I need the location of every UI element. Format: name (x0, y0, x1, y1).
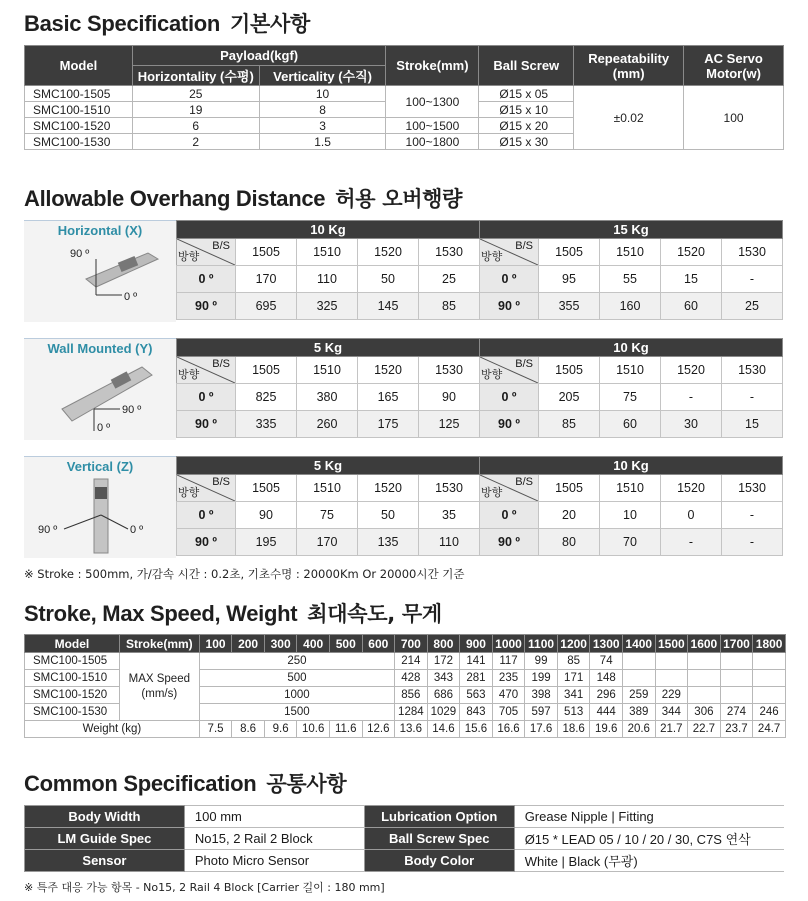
bs-direction-header (177, 475, 236, 502)
spec-key: Body Width (25, 806, 185, 828)
bs-direction-header (480, 475, 539, 502)
column-header: 1520 (661, 475, 722, 502)
spec-value: Ø15 * LEAD 05 / 10 / 20 / 30, C7S 연삭 (514, 828, 784, 850)
angle-label-b: 0 º (130, 524, 144, 536)
model-cell: SMC100-1530 (25, 134, 133, 150)
overhang-title-ko: 허용 오버행량 (335, 187, 463, 211)
speed-cell: 274 (720, 704, 753, 721)
angle-label: 90 º (177, 411, 236, 438)
payload-v-cell: 8 (259, 102, 386, 118)
speed-title (24, 598, 442, 628)
speed-cell: 85 (557, 653, 590, 670)
column-header: 1530 (722, 357, 783, 384)
table-row (177, 266, 783, 293)
model-cell: SMC100-1520 (25, 687, 120, 704)
column-header: 1510 (600, 239, 661, 266)
value-cell: 160 (600, 293, 661, 320)
column-header: 1530 (419, 475, 480, 502)
value-cell: 170 (236, 266, 297, 293)
bs-label: B/S (212, 476, 230, 488)
value-cell: 10 (600, 502, 661, 529)
header-stroke: Stroke(mm) (119, 635, 199, 653)
orientation-caption: Horizontal (X) (57, 223, 143, 238)
weight-cell: 24.7 (753, 721, 786, 738)
speed-cell: 344 (655, 704, 688, 721)
load-header-1: 5 Kg (177, 457, 480, 475)
column-header: 1510 (297, 357, 358, 384)
spec-value: Grease Nipple | Fitting (514, 806, 784, 828)
header-servo: AC Servo Motor(w) (684, 46, 784, 86)
servo-value: 100 (684, 86, 784, 150)
value-cell: - (722, 529, 783, 556)
weight-cell: 17.6 (525, 721, 558, 738)
repeatability-value: ±0.02 (574, 86, 684, 150)
ballscrew-cell: Ø15 x 05 (479, 86, 574, 102)
value-cell: 335 (236, 411, 297, 438)
model-cell: SMC100-1505 (25, 653, 120, 670)
speed-cell: 470 (492, 687, 525, 704)
payload-h-cell: 19 (132, 102, 259, 118)
value-cell: 60 (600, 411, 661, 438)
stroke-cell: 100~1300 (386, 86, 479, 118)
model-cell: SMC100-1510 (25, 102, 133, 118)
speed-table (24, 634, 786, 738)
angle-label-a: 90 º (122, 404, 142, 416)
direction-label: 방향 (178, 486, 200, 499)
direction-label: 방향 (481, 368, 503, 381)
weight-cell: 9.6 (264, 721, 297, 738)
speed-cell: 199 (525, 670, 558, 687)
basic-spec-table (24, 45, 784, 150)
bs-label: B/S (212, 240, 230, 252)
header-ballscrew: Ball Screw (479, 46, 574, 86)
column-header: 1510 (600, 475, 661, 502)
speed-cell: 281 (460, 670, 493, 687)
value-cell: 380 (297, 384, 358, 411)
header-payload: Payload(kgf) (132, 46, 386, 66)
value-cell: 35 (419, 502, 480, 529)
speed-cell (753, 687, 786, 704)
value-cell: 325 (297, 293, 358, 320)
angle-label: 90 º (480, 411, 539, 438)
value-cell: 90 (236, 502, 297, 529)
weight-cell: 12.6 (362, 721, 395, 738)
angle-label: 0 º (480, 502, 539, 529)
speed-cell: 843 (460, 704, 493, 721)
value-cell: 145 (358, 293, 419, 320)
speed-cell: 856 (395, 687, 428, 704)
stroke-column-header: 1000 (492, 635, 525, 653)
column-header: 1510 (297, 475, 358, 502)
column-header: 1505 (539, 239, 600, 266)
payload-h-cell: 6 (132, 118, 259, 134)
value-cell: - (722, 502, 783, 529)
angle-label: 90 º (177, 293, 236, 320)
speed-cell: 597 (525, 704, 558, 721)
direction-label: 방향 (481, 486, 503, 499)
actuator-illustration (24, 457, 176, 558)
value-cell: 70 (600, 529, 661, 556)
load-header-1: 5 Kg (177, 339, 480, 357)
value-cell: 205 (539, 384, 600, 411)
payload-v-cell: 10 (259, 86, 386, 102)
bs-label: B/S (515, 358, 533, 370)
angle-label: 0 º (177, 266, 236, 293)
angle-label-a: 90 º (38, 524, 58, 536)
speed-cell (688, 653, 721, 670)
speed-cell: 306 (688, 704, 721, 721)
overhang-note: ※ Stroke : 500mm, 가/감속 시간 : 0.2초, 기초수명 : 20000Km Or 20000시간 기준 (24, 567, 465, 581)
speed-cell: 214 (395, 653, 428, 670)
speed-cell (622, 670, 655, 687)
stroke-column-header: 1500 (655, 635, 688, 653)
overhang-table (176, 338, 783, 438)
angle-label-b: 0 º (124, 291, 138, 303)
column-header: 1505 (539, 475, 600, 502)
value-cell: 85 (539, 411, 600, 438)
model-cell: SMC100-1520 (25, 118, 133, 134)
value-cell: 75 (600, 384, 661, 411)
speed-title-ko: 최대속도, 무게 (307, 602, 442, 626)
bs-direction-header (480, 239, 539, 266)
weight-cell: 14.6 (427, 721, 460, 738)
column-header: 1505 (236, 357, 297, 384)
value-cell: 80 (539, 529, 600, 556)
direction-label: 방향 (178, 368, 200, 381)
stroke-column-header: 700 (395, 635, 428, 653)
payload-v-cell: 3 (259, 118, 386, 134)
stroke-cell: 100~1800 (386, 134, 479, 150)
speed-cell: 74 (590, 653, 623, 670)
basic-spec-title-ko: 기본사항 (230, 12, 310, 36)
angle-label: 90 º (177, 529, 236, 556)
load-header-2: 10 Kg (480, 457, 783, 475)
overhang-table (176, 456, 783, 556)
column-header: 1530 (419, 357, 480, 384)
table-row (25, 806, 785, 828)
stroke-column-header: 1300 (590, 635, 623, 653)
orientation-caption: Vertical (Z) (66, 459, 134, 474)
value-cell: 60 (661, 293, 722, 320)
bs-direction-header (177, 239, 236, 266)
common-title-en: Common Specification (24, 771, 257, 796)
weight-cell: 7.5 (199, 721, 232, 738)
speed-cell: 444 (590, 704, 623, 721)
weight-cell: 8.6 (232, 721, 265, 738)
bs-label: B/S (212, 358, 230, 370)
angle-label: 90 º (480, 293, 539, 320)
actuator-illustration (24, 221, 176, 322)
orientation-figure (24, 338, 176, 440)
bs-label: B/S (515, 476, 533, 488)
value-cell: 90 (419, 384, 480, 411)
speed-cell (688, 670, 721, 687)
spec-value: 100 mm (184, 806, 364, 828)
speed-cell: 296 (590, 687, 623, 704)
spec-key: Body Color (364, 850, 514, 872)
speed-cell (720, 653, 753, 670)
max-speed-label: MAX Speed (mm/s) (119, 653, 199, 721)
value-cell: - (722, 266, 783, 293)
value-cell: 175 (358, 411, 419, 438)
value-cell: 20 (539, 502, 600, 529)
common-spec-table (24, 805, 784, 872)
common-note: ※ 특주 대응 가능 항목 - No15, 2 Rail 4 Block [Carrier 길이 : 180 mm] (24, 881, 385, 894)
payload-h-cell: 25 (132, 86, 259, 102)
common-title-ko: 공통사항 (266, 772, 347, 796)
load-header-2: 15 Kg (480, 221, 783, 239)
value-cell: 75 (297, 502, 358, 529)
orientation-figure (24, 456, 176, 558)
load-header-1: 10 Kg (177, 221, 480, 239)
column-header: 1520 (358, 239, 419, 266)
column-header: 1520 (661, 357, 722, 384)
spec-key: LM Guide Spec (25, 828, 185, 850)
speed-cell: 341 (557, 687, 590, 704)
overhang-block (24, 220, 784, 321)
stroke-column-header: 1600 (688, 635, 721, 653)
column-header: 1530 (722, 239, 783, 266)
angle-label: 90 º (480, 529, 539, 556)
stroke-column-header: 500 (329, 635, 362, 653)
basic-spec-title-en: Basic Specification (24, 11, 221, 36)
speed-cell: 99 (525, 653, 558, 670)
bs-direction-header (177, 357, 236, 384)
weight-cell: 15.6 (460, 721, 493, 738)
table-row (25, 721, 786, 738)
stroke-column-header: 1100 (525, 635, 558, 653)
speed-cell: 513 (557, 704, 590, 721)
stroke-column-header: 400 (297, 635, 330, 653)
model-cell: SMC100-1505 (25, 86, 133, 102)
angle-label: 0 º (177, 502, 236, 529)
value-cell: - (722, 384, 783, 411)
value-cell: 0 (661, 502, 722, 529)
spec-key: Lubrication Option (364, 806, 514, 828)
column-header: 1510 (297, 239, 358, 266)
angle-label: 0 º (480, 384, 539, 411)
value-cell: 355 (539, 293, 600, 320)
table-row (25, 828, 785, 850)
actuator-carriage (95, 487, 107, 499)
ballscrew-cell: Ø15 x 20 (479, 118, 574, 134)
table-row (177, 384, 783, 411)
value-cell: 25 (419, 266, 480, 293)
angle-label-a: 90 º (70, 248, 90, 260)
value-cell: 260 (297, 411, 358, 438)
speed-cell (753, 670, 786, 687)
weight-cell: 16.6 (492, 721, 525, 738)
model-cell: SMC100-1510 (25, 670, 120, 687)
value-cell: 85 (419, 293, 480, 320)
header-horizontal: Horizontality (수평) (132, 66, 259, 86)
stroke-column-header: 100 (199, 635, 232, 653)
base-speed-cell: 250 (199, 653, 394, 670)
table-row (177, 529, 783, 556)
value-cell: 135 (358, 529, 419, 556)
weight-cell: 11.6 (329, 721, 362, 738)
direction-label: 방향 (178, 250, 200, 263)
spec-key: Ball Screw Spec (364, 828, 514, 850)
header-model: Model (25, 46, 133, 86)
column-header: 1530 (722, 475, 783, 502)
speed-cell: 563 (460, 687, 493, 704)
overhang-table (176, 220, 783, 320)
speed-cell: 141 (460, 653, 493, 670)
speed-cell: 235 (492, 670, 525, 687)
speed-cell: 171 (557, 670, 590, 687)
value-cell: 825 (236, 384, 297, 411)
spec-value: Photo Micro Sensor (184, 850, 364, 872)
table-row (25, 850, 785, 872)
base-speed-cell: 1000 (199, 687, 394, 704)
header-vertical: Verticality (수직) (259, 66, 386, 86)
base-speed-cell: 1500 (199, 704, 394, 721)
ballscrew-cell: Ø15 x 10 (479, 102, 574, 118)
payload-h-cell: 2 (132, 134, 259, 150)
load-header-2: 10 Kg (480, 339, 783, 357)
value-cell: 110 (297, 266, 358, 293)
value-cell: 170 (297, 529, 358, 556)
value-cell: 195 (236, 529, 297, 556)
speed-cell: 259 (622, 687, 655, 704)
value-cell: 165 (358, 384, 419, 411)
stroke-column-header: 600 (362, 635, 395, 653)
speed-cell: 1029 (427, 704, 460, 721)
speed-cell: 343 (427, 670, 460, 687)
value-cell: 125 (419, 411, 480, 438)
stroke-column-header: 900 (460, 635, 493, 653)
overhang-title (24, 183, 462, 213)
value-cell: 25 (722, 293, 783, 320)
value-cell: 15 (661, 266, 722, 293)
value-cell: 50 (358, 502, 419, 529)
speed-cell: 686 (427, 687, 460, 704)
column-header: 1520 (358, 357, 419, 384)
value-cell: 50 (358, 266, 419, 293)
overhang-title-en: Allowable Overhang Distance (24, 186, 326, 211)
speed-cell: 117 (492, 653, 525, 670)
stroke-column-header: 1200 (557, 635, 590, 653)
value-cell: 695 (236, 293, 297, 320)
speed-cell (753, 653, 786, 670)
header-stroke: Stroke(mm) (386, 46, 479, 86)
spec-key: Sensor (25, 850, 185, 872)
speed-cell: 172 (427, 653, 460, 670)
spec-value: White | Black (무광) (514, 850, 784, 872)
stroke-cell: 100~1500 (386, 118, 479, 134)
stroke-column-header: 1800 (753, 635, 786, 653)
value-cell: 110 (419, 529, 480, 556)
table-row (25, 653, 786, 670)
angle-label-b: 0 º (97, 422, 111, 434)
speed-cell (655, 670, 688, 687)
overhang-block (24, 338, 784, 439)
table-row (177, 411, 783, 438)
weight-cell: 23.7 (720, 721, 753, 738)
speed-cell: 428 (395, 670, 428, 687)
table-row (177, 293, 783, 320)
header-model: Model (25, 635, 120, 653)
speed-cell: 246 (753, 704, 786, 721)
bs-direction-header (480, 357, 539, 384)
orientation-figure (24, 220, 176, 322)
weight-cell: 22.7 (688, 721, 721, 738)
payload-v-cell: 1.5 (259, 134, 386, 150)
weight-cell: 19.6 (590, 721, 623, 738)
overhang-block (24, 456, 784, 557)
weight-cell: 13.6 (395, 721, 428, 738)
common-title (24, 768, 346, 798)
weight-cell: 21.7 (655, 721, 688, 738)
value-cell: - (661, 529, 722, 556)
base-speed-cell: 500 (199, 670, 394, 687)
column-header: 1530 (419, 239, 480, 266)
column-header: 1505 (236, 239, 297, 266)
basic-spec-title (24, 8, 310, 38)
direction-label: 방향 (481, 250, 503, 263)
column-header: 1505 (539, 357, 600, 384)
value-cell: 55 (600, 266, 661, 293)
spec-value: No15, 2 Rail 2 Block (184, 828, 364, 850)
speed-cell (720, 670, 753, 687)
table-row (25, 86, 784, 102)
weight-label: Weight (kg) (25, 721, 200, 738)
speed-cell (622, 653, 655, 670)
header-repeatability: Repeatability (mm) (574, 46, 684, 86)
value-cell: 95 (539, 266, 600, 293)
table-row (177, 502, 783, 529)
ballscrew-cell: Ø15 x 30 (479, 134, 574, 150)
value-cell: 15 (722, 411, 783, 438)
angle-label: 0 º (177, 384, 236, 411)
speed-cell: 1284 (395, 704, 428, 721)
stroke-column-header: 300 (264, 635, 297, 653)
speed-cell: 705 (492, 704, 525, 721)
value-cell: 30 (661, 411, 722, 438)
orientation-caption: Wall Mounted (Y) (47, 341, 153, 356)
column-header: 1505 (236, 475, 297, 502)
stroke-column-header: 200 (232, 635, 265, 653)
stroke-column-header: 1700 (720, 635, 753, 653)
speed-cell (688, 687, 721, 704)
stroke-column-header: 800 (427, 635, 460, 653)
actuator-illustration (24, 339, 176, 440)
weight-cell: 18.6 (557, 721, 590, 738)
weight-cell: 10.6 (297, 721, 330, 738)
column-header: 1520 (661, 239, 722, 266)
column-header: 1510 (600, 357, 661, 384)
column-header: 1520 (358, 475, 419, 502)
model-cell: SMC100-1530 (25, 704, 120, 721)
speed-title-en: Stroke, Max Speed, Weight (24, 601, 298, 626)
speed-cell: 229 (655, 687, 688, 704)
stroke-column-header: 1400 (622, 635, 655, 653)
angle-label: 0 º (480, 266, 539, 293)
speed-cell: 148 (590, 670, 623, 687)
bs-label: B/S (515, 240, 533, 252)
speed-cell (720, 687, 753, 704)
value-cell: - (661, 384, 722, 411)
speed-cell: 389 (622, 704, 655, 721)
weight-cell: 20.6 (622, 721, 655, 738)
speed-cell: 398 (525, 687, 558, 704)
speed-cell (655, 653, 688, 670)
